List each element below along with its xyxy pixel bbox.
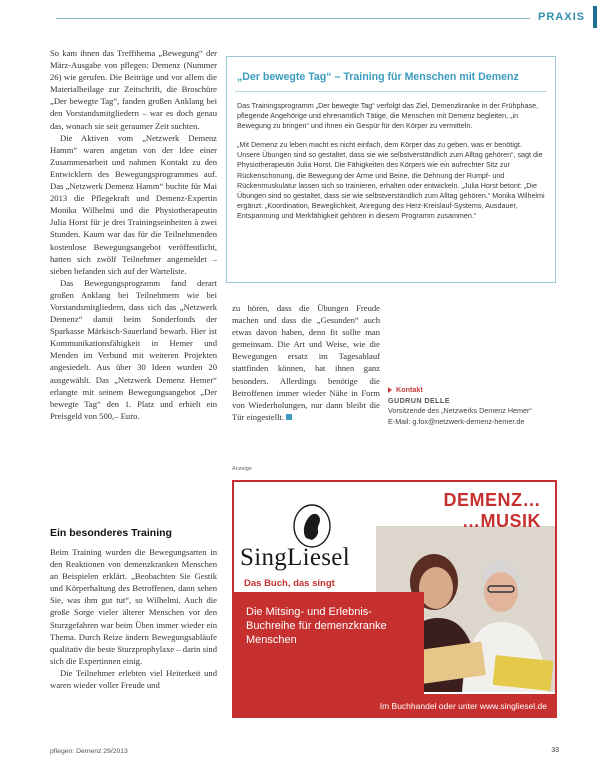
section-subhead: Ein besonderes Training: [50, 527, 172, 539]
ad-label: Anzeige: [232, 466, 252, 472]
ad-brand-tagline: Das Buch, das singt: [244, 578, 335, 589]
contact-label: Kontakt: [396, 385, 423, 394]
paragraph: Die Aktiven vom „Netzwerk Demenz Hamm“ waren angetan von der Idee einer Zusammenarbeit und nahmen Kontakt zu den Entwicklern des Bewegungsprogrammes auf. Das „Netzwerk Demenz Hamm“ buchte für Mai 2013 die Pflegekraft und Demenz-Expertin Monika Wilhelmi und die Physiotherapeutin Julia Horst für je drei Trainingseinheiten à zwei Stunden. Kaum war das für die Teilnehmenden kostenlose Bewegungsangebot veröffentlicht, hatten sich zwölf Teilnehmer angemeldet – sieben befanden sich auf der Warteliste.: [50, 132, 217, 276]
contact-name: GUDRUN DELLE: [388, 395, 450, 405]
rubric-accent-bar: [593, 6, 597, 28]
footer-publication: pflegen: Demenz 29/2013: [50, 748, 128, 755]
info-box-title: „Der bewegte Tag“ – Training für Menschen mit Demenz: [237, 71, 519, 83]
info-box-paragraph: Das Trainingsprogramm „Der bewegte Tag“ verfolgt das Ziel, Demenzkranke in der Frühphase, pflegende Angehörige und ehrenamtlich Tätige, die Menschen mit Demenz begleiten, „in Bewegung zu bringen“ und ihnen ein Gespür für den Körper zu vermitteln.: [237, 101, 539, 131]
contact-block: [388, 385, 558, 427]
paragraph: So kam ihnen das Treffthema „Bewegung“ der März-Ausgabe von pflegen: Demenz (Nummer 26) wie gerufen. Die Beiträge und vor allem die Materialbeilage zur Zeitschrift, die Broschüre „Der bewegte Tag“, fanden großen Anklang bei den Vorstandsmitgliedern – war es doch genau das, wonach sie seit geraumer Zeit suchten.: [50, 48, 217, 131]
paragraph: Beim Training wurden die Bewegungsarten in den Reaktionen von demenzkranken Menschen an Beispielen erklärt. „Beobachten Sie Gestik und Körperhaltung des Betroffenen, dann sehen Sie, was ihm gut tut“, so Wilhelmi. Auch die große Sorge vieler älterer Menschen vor den Sturzgefahren war beim Üben immer wieder ein Thema. Durch Reize ändern Bewegungsabläufe qualitativ die beste Sturzprophylaxe – darin sind sich die Expertinnen einig.: [50, 547, 217, 666]
paragraph: zu hören, dass die Übungen Freude machen und dass die „Gesunden“ auch etwas davon haben, denn fit sollte man gemeinsam. Die Art und Weise, wie die Bewegungen ersatz im Tagesablauf stattfinden können, hat ihnen ganz besonders. Allerdings benötige die Betroffenen immer wieder Nähe in Form von Wiederholungen, nur dann bleibt die Tür eingestellt.: [232, 303, 380, 422]
page-number: 33: [551, 747, 559, 754]
info-box-rule: [235, 91, 547, 92]
contact-email[interactable]: E-Mail: g.fox@netzwerk-demenz-hemer.de: [388, 416, 525, 426]
header-rule: [56, 18, 530, 19]
paragraph: Das Bewegungsprogramm fand derart großen Anklang bei Teilnehmern wie bei Vorstandsmitgliedern, dass sich das „Netzwerk Demenz“ damit beim Sonderfonds der Sparkasse Märkisch-Sauerland bewarb. Hier ist Kommunikationsfähigkeit in Hemer und Menden im Verbund mit weiteren Projekten angesiedelt. Aus über 30 Ideen wurden 20 ausgewählt. Das „Netzwerk Demenz Hemer“ erlangte mit seinem Bewegungsangebot „Der bewegte Tag“ den 1. Platz und erhielt ein Preisgeld von 500,– Euro.: [50, 277, 217, 421]
contact-role: Vorsitzende des „Netzwerks Demenz Hemer“: [388, 406, 532, 416]
section-rubric: PRAXIS: [538, 11, 585, 23]
ad-brand-name: SingLiesel: [240, 544, 350, 571]
advertisement[interactable]: [232, 480, 557, 718]
silhouette-logo-icon: [292, 504, 332, 548]
ad-headline-line: …MUSIK: [462, 511, 541, 531]
ad-headline: [444, 490, 542, 532]
left-column-bottom: [50, 546, 217, 691]
paragraph: Die Teilnehmer erlebten viel Heiterkeit und waren wieder voller Freude und: [50, 667, 217, 691]
info-box: [226, 56, 556, 283]
info-box-body: [237, 101, 545, 221]
ad-footer-text[interactable]: Im Buchhandel oder unter www.singliesel.de: [379, 701, 547, 711]
left-column-top: [50, 47, 217, 422]
info-box-paragraph: „Mit Demenz zu leben macht es nicht einfach, dem Körper das zu geben, was er benötigt. Unsere Übungen sind so gestaltet, dass sie wie selbstverständlich zum Alltag gehören“, sagt die Physiotherapeutin Julia Horst. Die Fähigkeiten des Körpers wie ein aufrechter Sitz zur Rückenschonung, die Bewegung der Arme und Beine, die Dehnung der Rumpf- und Rückenmuskulatur lassen sich so trainieren, erhalten oder entwickeln. „Julia Horst betont: „Die Übungen sind so gestaltet, dass sie wie selbstverständlich zum Alltag gehören.“ Monika Wilhelmi ergänzt: „Koordination, Beweglichkeit, Anregung des Herz-Kreislauf-Systems, Ausdauer, Entspannung und Merkfähigkeit gehören in diesem Programm zusammen.“: [237, 140, 545, 220]
article-end-mark: [286, 414, 292, 420]
ad-headline-line: DEMENZ…: [443, 490, 541, 510]
triangle-bullet-icon: [388, 387, 392, 393]
middle-column: [232, 302, 380, 423]
ad-claim: Die Mitsing- und Erlebnis-Buchreihe für demenzkranke Menschen: [246, 606, 387, 646]
